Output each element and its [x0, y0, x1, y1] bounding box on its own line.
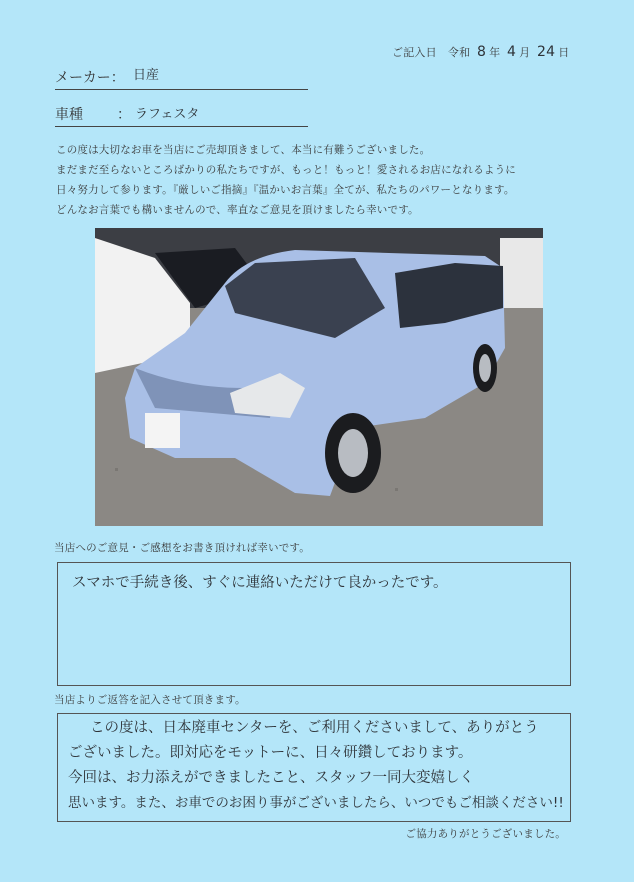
car-type-value: ラフェスタ	[135, 107, 200, 122]
reply-line: ございました。即対応をモットーに、日々研鑽しております。	[68, 745, 473, 761]
intro-line: 日々努力して参ります。『厳しいご指摘』『温かいお言葉』全てが、私たちのパワーとなります。	[56, 184, 515, 196]
intro-line: どんなお言葉でも構いませんので、率直なご意見を頂けましたら幸いです。	[56, 204, 419, 216]
maker-field	[55, 67, 308, 90]
reply-line: この度は、日本廃車センターを、ご利用くださいまして、ありがとう	[90, 720, 539, 736]
maker-value: 日産	[133, 68, 160, 83]
reply-line: 思います。また、お車でのお困り事がございましたら、いつでもご相談ください!!	[68, 795, 564, 811]
car-type-field	[55, 104, 308, 127]
date-label: ご記入日	[392, 46, 437, 59]
reply-text	[68, 716, 562, 816]
reply-line: 今回は、お力添えができましたこと、スタッフ一同大変嬉しく	[68, 770, 474, 786]
month-value: 4	[507, 44, 517, 60]
year-value: 8	[477, 44, 487, 60]
feedback-label: 当店へのご意見・ご感想をお書き頂ければ幸いです。	[54, 542, 310, 554]
era: 令和	[447, 46, 471, 59]
intro-line: この度は大切なお車を当店にご売却頂きまして、本当に有難うございました。	[56, 144, 431, 156]
intro-line: まだまだ至らないところばかりの私たちですが、もっと！もっと！愛されるお店になれるように	[56, 164, 516, 176]
day-unit: 日	[558, 46, 570, 59]
entry-date	[392, 44, 569, 60]
year-unit: 年	[489, 46, 501, 59]
month-unit: 月	[519, 46, 531, 59]
reply-box	[57, 713, 571, 822]
closing-text: ご協力ありがとうございました。	[405, 828, 566, 840]
feedback-box[interactable]	[57, 562, 571, 686]
intro-message	[56, 140, 516, 220]
car-type-label: 車種	[55, 107, 83, 123]
day-value: 24	[537, 44, 556, 60]
car-photo	[95, 228, 543, 526]
maker-label: メーカー：	[55, 70, 125, 86]
reply-label: 当店よりご返答を記入させて頂きます。	[54, 694, 246, 706]
feedback-text: スマホで手続き後、すぐに連絡いただけて良かったです。	[72, 575, 448, 591]
car-type-colon: ：	[117, 107, 131, 123]
